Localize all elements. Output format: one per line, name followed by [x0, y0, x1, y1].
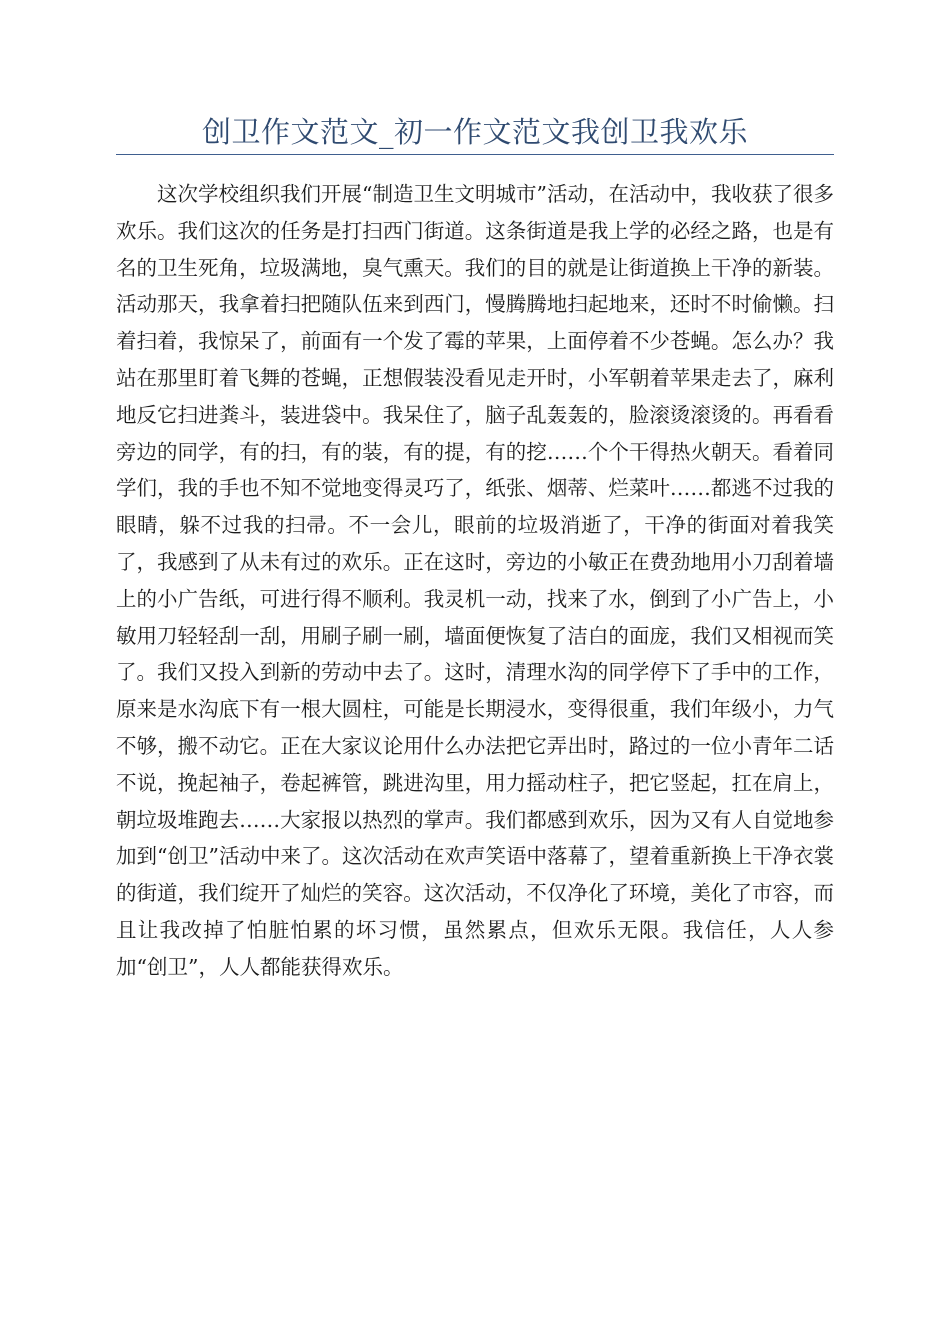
document-body-paragraph: 这次学校组织我们开展“制造卫生文明城市”活动，在活动中，我收获了很多欢乐。我们这次的任务是打扫西门街道。这条街道是我上学的必经之路，也是有名的卫生死角，垃圾满地，臭气熏天。我们的目的就是让街道换上干净的新装。活动那天，我拿着扫把随队伍来到西门，慢腾腾地扫起地来，还时不时偷懒。扫着扫着，我惊呆了，前面有一个发了霉的苹果，上面停着不少苍蝇。怎么办？我站在那里盯着飞舞的苍蝇，正想假装没看见走开时，小军朝着苹果走去了，麻利地反它扫进粪斗，装进袋中。我呆住了，脑子乱轰轰的，脸滚烫滚烫的。再看看旁边的同学，有的扫，有的装，有的提，有的挖……个个干得热火朝天。看着同学们，我的手也不知不觉地变得灵巧了，纸张、烟蒂、烂菜叶……都逃不过我的眼睛，躲不过我的扫帚。不一会儿，眼前的垃圾消逝了，干净的街面对着我笑了，我感到了从未有过的欢乐。正在这时，旁边的小敏正在费劲地用小刀刮着墙上的小广告纸，可进行得不顺利。我灵机一动，找来了水，倒到了小广告上，小敏用刀轻轻刮一刮，用刷子刷一刷，墙面便恢复了洁白的面庞，我们又相视而笑了。我们又投入到新的劳动中去了。这时，清理水沟的同学停下了手中的工作，原来是水沟底下有一根大圆柱，可能是长期浸水，变得很重，我们年级小，力气不够，搬不动它。正在大家议论用什么办法把它弄出时，路过的一位小青年二话不说，挽起袖子，卷起裤管，跳进沟里，用力摇动柱子，把它竖起，扛在肩上，朝垃圾堆跑去……大家报以热烈的掌声。我们都感到欢乐，因为又有人自觉地参加到“创卫”活动中来了。这次活动在欢声笑语中落幕了，望着重新换上干净衣裳的街道，我们绽开了灿烂的笑容。这次活动，不仅净化了环境，美化了市容，而且让我改掉了怕脏怕累的坏习惯，虽然累点，但欢乐无限。我信任，人人参加“创卫”，人人都能获得欢乐。	[116, 182, 834, 979]
document-title: 创卫作文范文_初一作文范文我创卫我欢乐	[201, 115, 748, 149]
title-underline-rule	[116, 154, 834, 155]
